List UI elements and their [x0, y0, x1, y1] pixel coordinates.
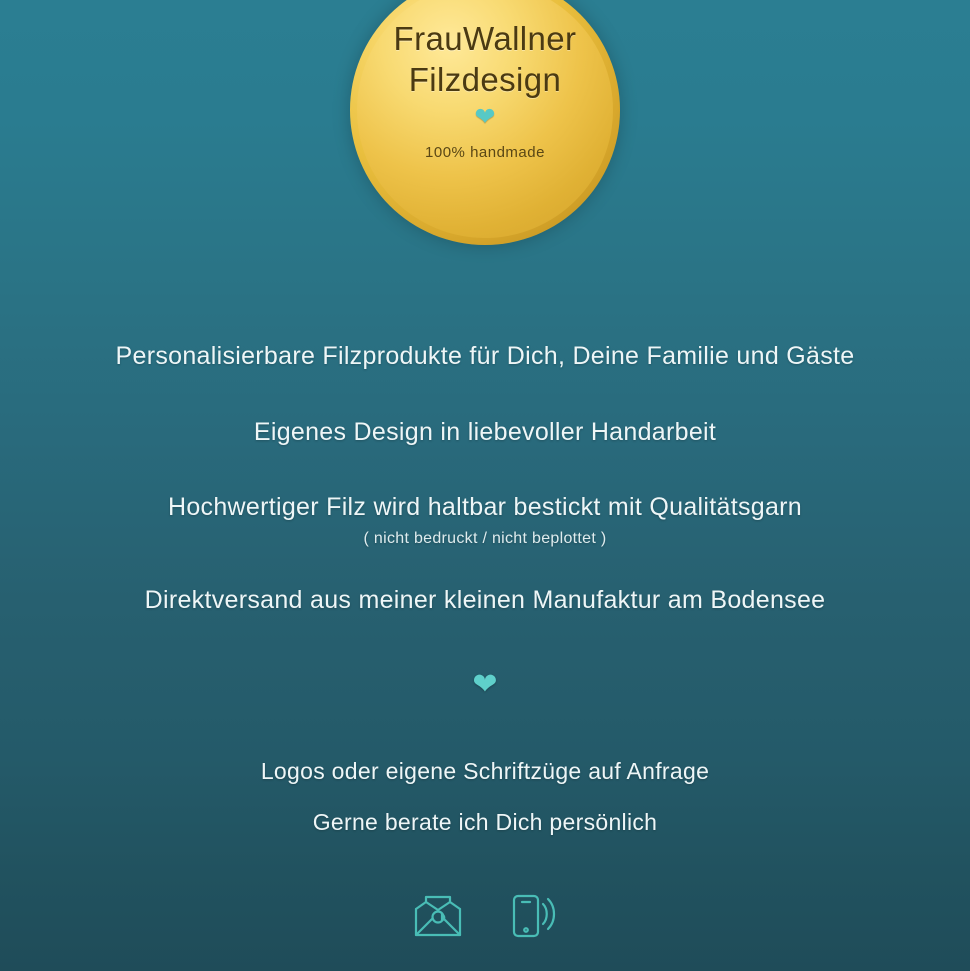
main-text-block — [0, 330, 970, 836]
feature-line-4: Direktversand aus meiner kleinen Manufaktur am Bodensee — [144, 586, 826, 614]
heart-icon: ❤ — [474, 102, 496, 131]
feature-line-6: Gerne berate ich Dich persönlich — [312, 809, 658, 835]
feature-line-3-note: ( nicht bedruckt / nicht beplottet ) — [363, 530, 607, 547]
mobile-phone-icon[interactable] — [503, 886, 561, 946]
email-envelope-icon[interactable] — [409, 886, 467, 946]
heart-divider-icon: ❤ — [472, 668, 498, 701]
logo-brand-line-2: Filzdesign — [408, 61, 562, 99]
contact-icon-row — [0, 886, 970, 946]
feature-line-2: Eigenes Design in liebevoller Handarbeit — [253, 418, 717, 446]
logo-brand-line-1: FrauWallner — [393, 20, 577, 57]
feature-line-5: Logos oder eigene Schriftzüge auf Anfrage — [260, 758, 710, 784]
logo-badge — [350, 0, 620, 245]
feature-line-1: Personalisierbare Filzprodukte für Dich, Deine Familie und Gäste — [115, 342, 855, 370]
feature-line-3: Hochwertiger Filz wird haltbar bestickt mit Qualitätsgarn — [168, 493, 802, 521]
logo-tagline: 100% handmade — [425, 143, 545, 161]
